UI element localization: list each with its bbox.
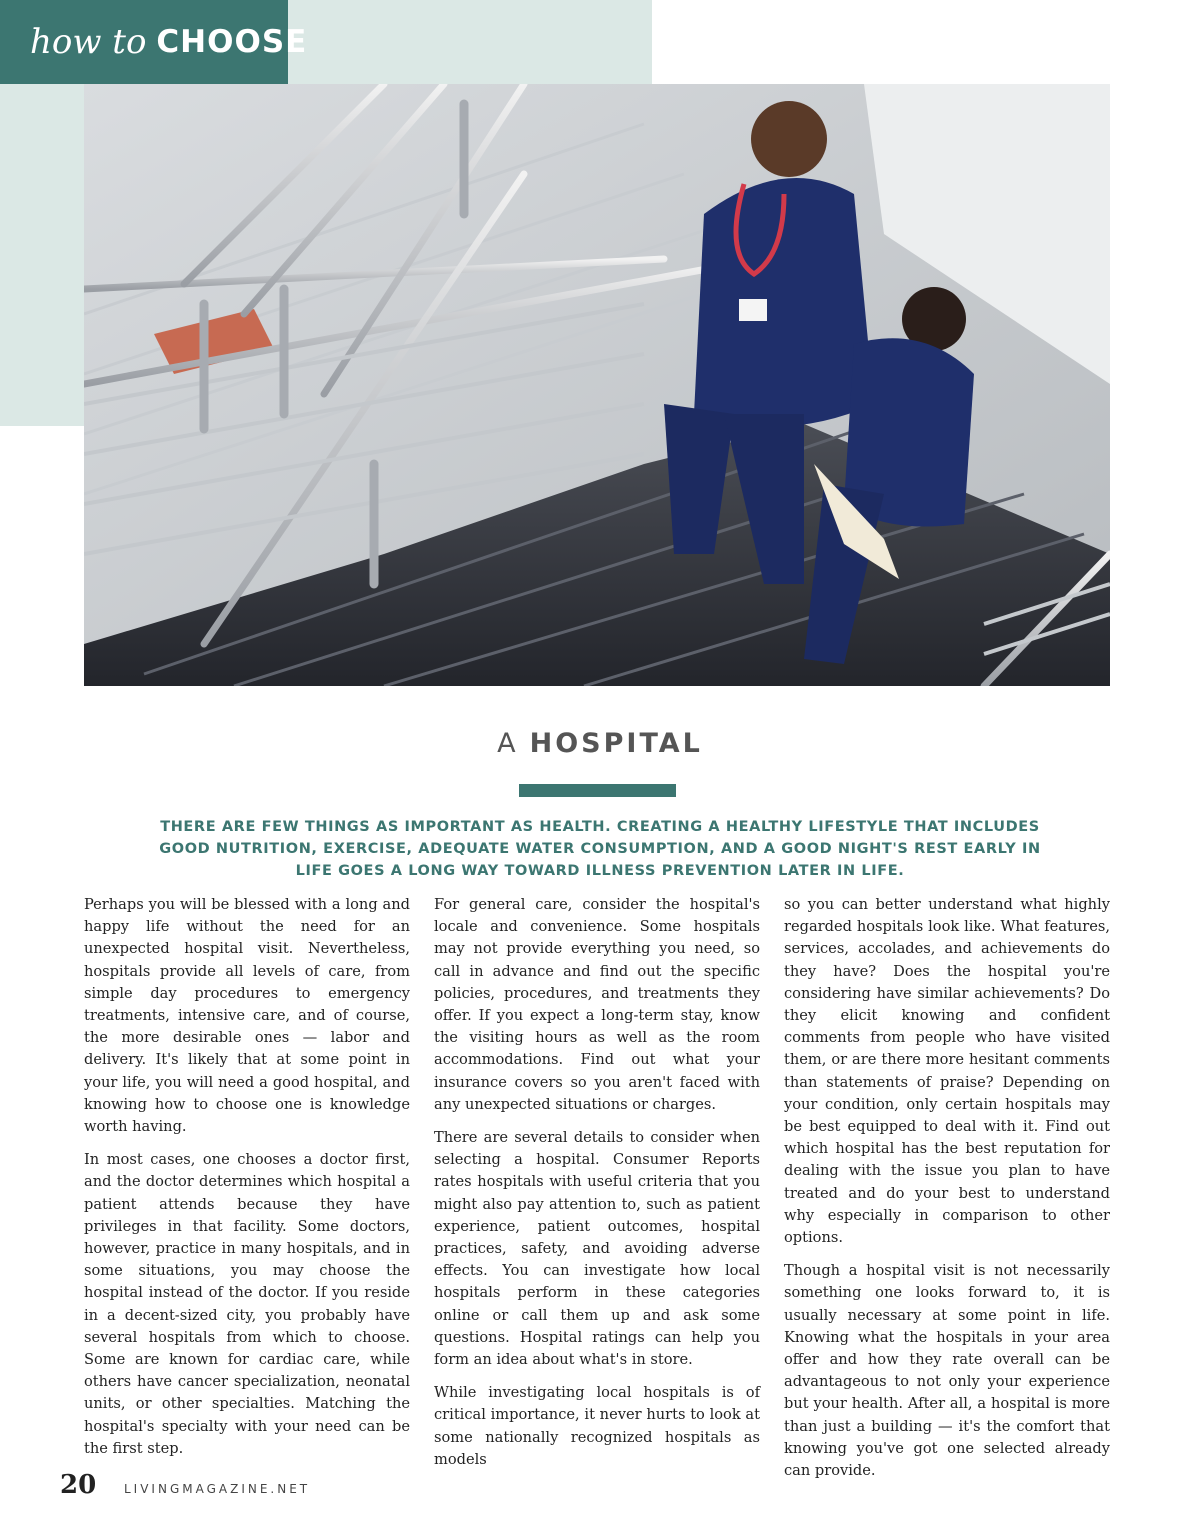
section-tag-italic: how to [30, 22, 147, 62]
hero-photo [84, 84, 1110, 686]
paragraph: In most cases, one chooses a doctor first, and the doctor determines which hospital a patient attends because they have privileges in that facility. Some doctors, however, practice in many hospitals, and in some situations, you may choose the hospital instead of the doctor. If you reside in a decent-sized city, you probably have several hospitals from which to choose. Some are known for cardiac care, while others have cancer specialization, neonatal units, or other specialties. Matching the hospital's specialty with your need can be the first step. [84, 1151, 410, 1457]
headline-rule [519, 784, 676, 797]
paragraph: so you can better understand what highly regarded hospitals look like. What features, services, accolades, and achievements do they have? Does the hospital you're considering have similar achievements? Do they elicit knowing and confident comments from people who have visited them, or are there more hesitant comments than statements of praise? Depending on your condition, only certain hospitals may be best equipped to deal with it. Find out which hospital has the best reputation for dealing with the issue you plan to have treated and do your best to understand why especially in comparison to other options. [784, 896, 1110, 1247]
body-column-3 [784, 894, 1110, 1493]
headline [0, 728, 1200, 759]
body-column-2 [434, 894, 760, 1482]
site-url: LIVINGMAGAZINE.NET [124, 1482, 311, 1496]
body-column-1 [84, 894, 410, 1471]
paragraph: Perhaps you will be blessed with a long and happy life without the need for an unexpected hospital visit. Nevertheless, hospitals provide all levels of care, from simple day procedures to emergency treatments, intensive care, and of course, the more desirable ones — labor and delivery. It's likely that at some point in your life, you will need a good hospital, and knowing how to choose one is knowledge worth having. [84, 896, 410, 1136]
headline-light: A [497, 728, 518, 759]
page-number: 20 [60, 1470, 97, 1500]
section-tag-bold: CHOOSE [156, 24, 308, 60]
paragraph: For general care, consider the hospital's locale and convenience. Some hospitals may not provide everything you need, so call in advance and find out the specific policies, procedures, and treatments they offer. If you expect a long-term stay, know the visiting hours as well as the room accommodations. Find out what your insurance covers so you aren't faced with any unexpected situations or charges. [434, 896, 760, 1113]
paragraph: There are several details to consider when selecting a hospital. Consumer Reports rates hospitals with useful criteria that you might also pay attention to, such as patient experience, patient outcomes, hospital practices, safety, and avoiding adverse effects. You can investigate how local hospitals perform in these categories online or call them up and ask some questions. Hospital ratings can help you form an idea about what's in store. [434, 1129, 760, 1369]
paragraph: Though a hospital visit is not necessarily something one looks forward to, it is usually necessary at some point in life. Knowing what the hospitals in your area offer and how they rate overall can be advantageous to not only your experience but your health. After all, a hospital is more than just a building — it's the comfort that knowing you've got one selected already can provide. [784, 1262, 1110, 1480]
section-tag [0, 0, 308, 84]
paragraph: While investigating local hospitals is of critical importance, it never hurts to look at some nationally recognized hospitals as models [434, 1384, 760, 1468]
headline-bold: HOSPITAL [529, 728, 703, 759]
deck: THERE ARE FEW THINGS AS IMPORTANT AS HEALTH. CREATING A HEALTHY LIFESTYLE THAT INCLUDES GOOD NUTRITION, EXERCISE, ADEQUATE WATER CONSUMPTION, AND A GOOD NIGHT'S REST EARLY IN LIFE GOES A LONG WAY TOWARD ILLNESS PREVENTION LATER IN LIFE. [159, 819, 1041, 879]
